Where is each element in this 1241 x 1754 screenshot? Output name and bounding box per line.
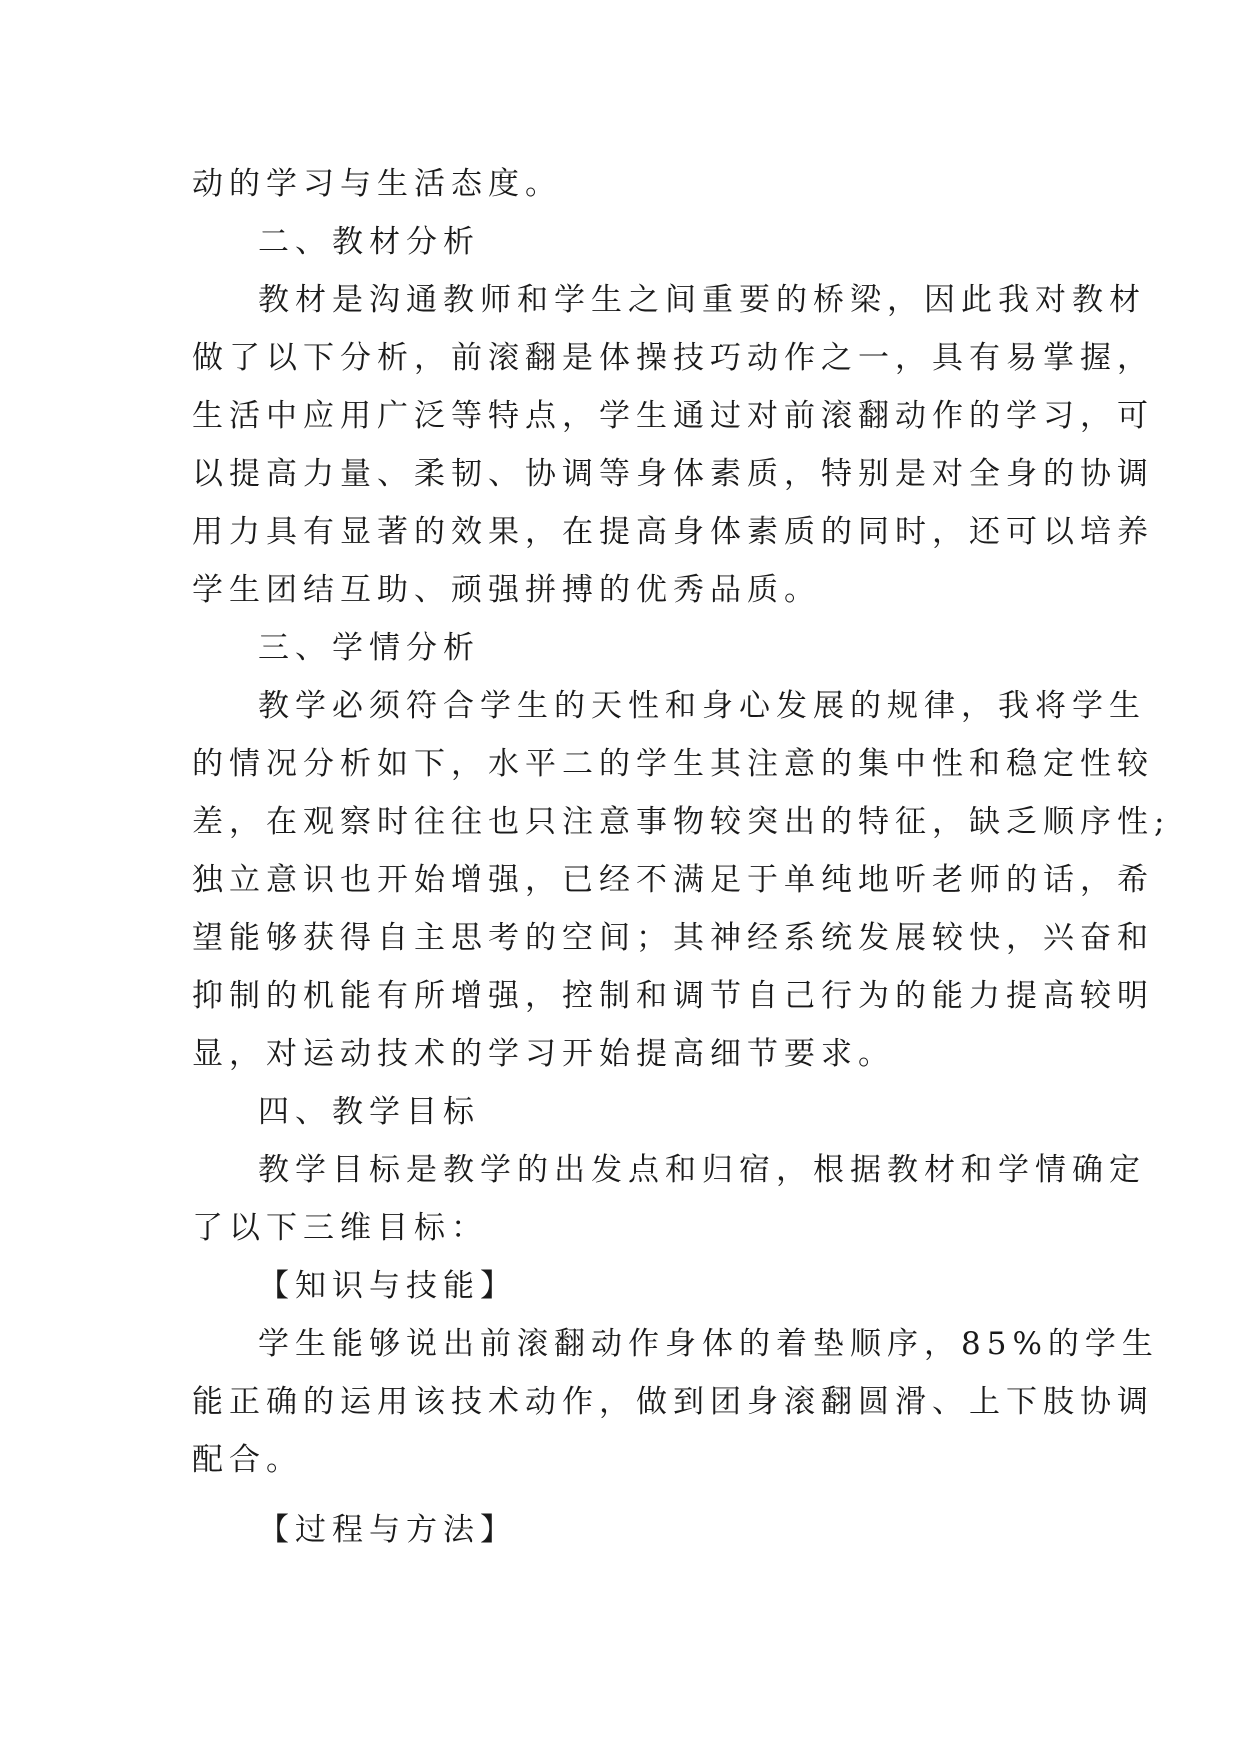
subheading-knowledge-skills: 【知识与技能】	[258, 1268, 517, 1304]
paragraph-line: 学生能够说出前滚翻动作身体的着垫顺序，85%的学生	[258, 1326, 1159, 1362]
paragraph-line: 动的学习与生活态度。	[192, 166, 562, 202]
paragraph-line: 配合。	[192, 1442, 303, 1478]
paragraph-line: 差，在观察时往往也只注意事物较突出的特征，缺乏顺序性;	[192, 804, 1171, 840]
paragraph-line: 学生团结互助、顽强拼搏的优秀品质。	[192, 572, 821, 608]
paragraph-line: 教学目标是教学的出发点和归宿，根据教材和学情确定	[258, 1152, 1146, 1188]
paragraph-line: 以提高力量、柔韧、协调等身体素质，特别是对全身的协调	[192, 456, 1154, 492]
paragraph-line: 能正确的运用该技术动作，做到团身滚翻圆滑、上下肢协调	[192, 1384, 1154, 1420]
paragraph-line: 用力具有显著的效果，在提高身体素质的同时，还可以培养	[192, 514, 1154, 550]
paragraph-line: 显，对运动技术的学习开始提高细节要求。	[192, 1036, 895, 1072]
paragraph-line: 教材是沟通教师和学生之间重要的桥梁，因此我对教材	[258, 282, 1146, 318]
paragraph-line: 独立意识也开始增强，已经不满足于单纯地听老师的话，希	[192, 862, 1154, 898]
section-heading-student-analysis: 三、学情分析	[258, 630, 480, 666]
paragraph-line: 抑制的机能有所增强，控制和调节自己行为的能力提高较明	[192, 978, 1154, 1014]
paragraph-line: 做了以下分析，前滚翻是体操技巧动作之一，具有易掌握，	[192, 340, 1154, 376]
paragraph-line: 生活中应用广泛等特点，学生通过对前滚翻动作的学习，可	[192, 398, 1154, 434]
document-page	[192, 155, 1171, 1559]
section-heading-textbook-analysis: 二、教材分析	[258, 224, 480, 260]
subheading-process-method: 【过程与方法】	[258, 1512, 517, 1548]
paragraph-line: 了以下三维目标：	[192, 1210, 488, 1246]
paragraph-line: 望能够获得自主思考的空间；其神经系统发展较快，兴奋和	[192, 920, 1154, 956]
section-heading-teaching-goals: 四、教学目标	[258, 1094, 480, 1130]
paragraph-line: 教学必须符合学生的天性和身心发展的规律，我将学生	[258, 688, 1146, 724]
paragraph-line: 的情况分析如下，水平二的学生其注意的集中性和稳定性较	[192, 746, 1154, 782]
